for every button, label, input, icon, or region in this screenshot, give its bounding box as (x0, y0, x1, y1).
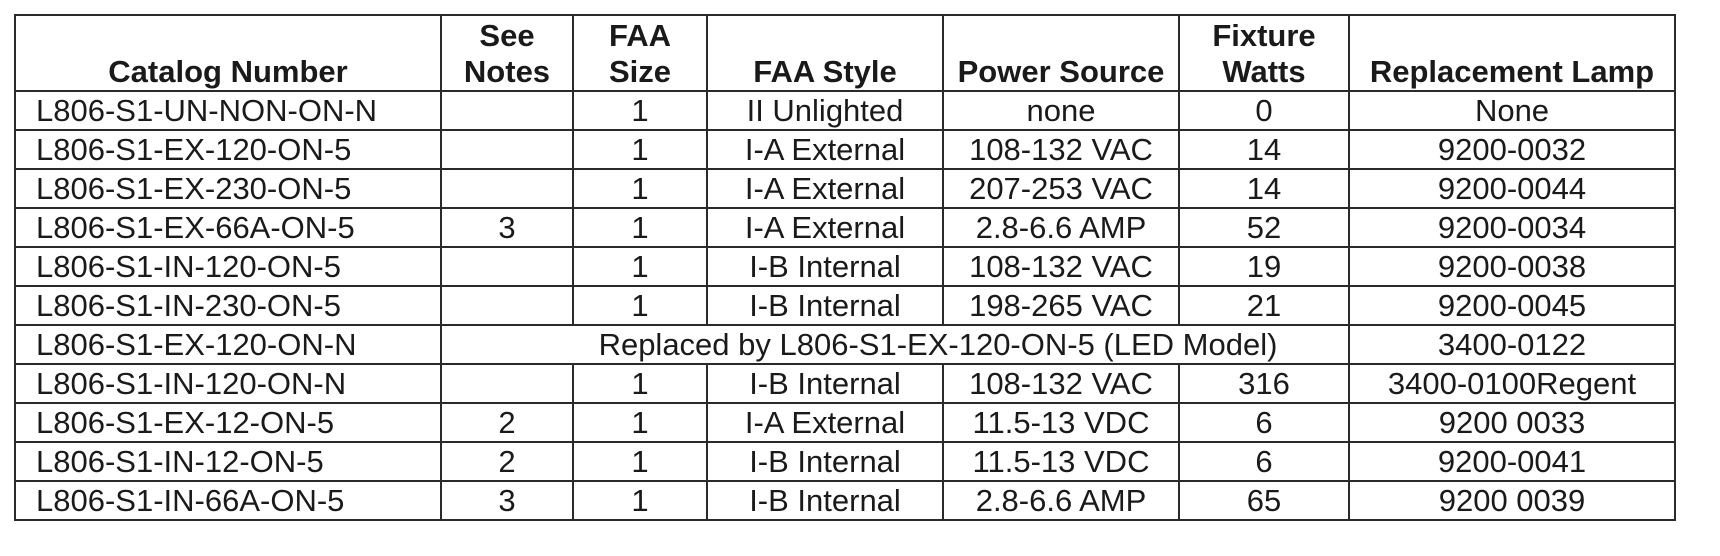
table-row (15, 442, 1675, 481)
size-cell: 1 (573, 481, 707, 520)
watts-cell: 6 (1179, 403, 1349, 442)
style-cell: I-A External (707, 169, 943, 208)
size-cell: 1 (573, 208, 707, 247)
lamp-cell: 9200-0045 (1349, 286, 1675, 325)
catalog-number-cell: L806-S1-UN-NON-ON-N (15, 91, 441, 130)
catalog-number-cell: L806-S1-IN-12-ON-5 (15, 442, 441, 481)
lamp-cell: 3400-0122 (1349, 325, 1675, 364)
power-cell: 2.8-6.6 AMP (943, 481, 1179, 520)
style-cell: I-A External (707, 208, 943, 247)
replacement-note-cell: Replaced by L806-S1-EX-120-ON-5 (LED Model) (441, 325, 1349, 364)
col-header-catalog-number: Catalog Number (15, 15, 441, 91)
table-row (15, 364, 1675, 403)
watts-cell: 19 (1179, 247, 1349, 286)
lamp-cell: 9200-0032 (1349, 130, 1675, 169)
size-cell: 1 (573, 91, 707, 130)
table-row (15, 169, 1675, 208)
power-cell: 11.5-13 VDC (943, 442, 1179, 481)
watts-cell: 14 (1179, 130, 1349, 169)
power-cell: 108-132 VAC (943, 364, 1179, 403)
table-row (15, 130, 1675, 169)
col-header-faa-style: FAA Style (707, 15, 943, 91)
table-row (15, 247, 1675, 286)
notes-cell (441, 286, 573, 325)
style-cell: I-B Internal (707, 247, 943, 286)
col-header-see-notes: See Notes (441, 15, 573, 91)
size-cell: 1 (573, 286, 707, 325)
size-cell: 1 (573, 169, 707, 208)
size-cell: 1 (573, 442, 707, 481)
size-cell: 1 (573, 364, 707, 403)
notes-cell (441, 91, 573, 130)
catalog-number-cell: L806-S1-IN-120-ON-N (15, 364, 441, 403)
style-cell: I-B Internal (707, 442, 943, 481)
table-row (15, 481, 1675, 520)
power-cell: 2.8-6.6 AMP (943, 208, 1179, 247)
lamp-cell: 9200 0033 (1349, 403, 1675, 442)
col-header-power-source: Power Source (943, 15, 1179, 91)
notes-cell: 2 (441, 442, 573, 481)
watts-cell: 52 (1179, 208, 1349, 247)
power-cell: 108-132 VAC (943, 130, 1179, 169)
catalog-number-cell: L806-S1-EX-230-ON-5 (15, 169, 441, 208)
catalog-number-cell: L806-S1-EX-66A-ON-5 (15, 208, 441, 247)
table-row (15, 91, 1675, 130)
table-row-replaced (15, 325, 1675, 364)
watts-cell: 21 (1179, 286, 1349, 325)
style-cell: I-B Internal (707, 481, 943, 520)
catalog-number-cell: L806-S1-EX-120-ON-5 (15, 130, 441, 169)
catalog-number-cell: L806-S1-IN-120-ON-5 (15, 247, 441, 286)
watts-cell: 14 (1179, 169, 1349, 208)
power-cell: 11.5-13 VDC (943, 403, 1179, 442)
lamp-cell: 9200 0039 (1349, 481, 1675, 520)
power-cell: 198-265 VAC (943, 286, 1179, 325)
col-header-fixture-watts: Fixture Watts (1179, 15, 1349, 91)
catalog-number-cell: L806-S1-EX-12-ON-5 (15, 403, 441, 442)
catalog-table (14, 14, 1676, 521)
catalog-number-cell: L806-S1-IN-230-ON-5 (15, 286, 441, 325)
notes-cell (441, 130, 573, 169)
notes-cell (441, 169, 573, 208)
lamp-cell: 9200-0034 (1349, 208, 1675, 247)
style-cell: I-A External (707, 130, 943, 169)
size-cell: 1 (573, 247, 707, 286)
catalog-number-cell: L806-S1-EX-120-ON-N (15, 325, 441, 364)
watts-cell: 0 (1179, 91, 1349, 130)
lamp-cell: 9200-0044 (1349, 169, 1675, 208)
power-cell: 108-132 VAC (943, 247, 1179, 286)
table-row (15, 208, 1675, 247)
watts-cell: 6 (1179, 442, 1349, 481)
notes-cell: 2 (441, 403, 573, 442)
style-cell: I-A External (707, 403, 943, 442)
style-cell: II Unlighted (707, 91, 943, 130)
lamp-cell: 9200-0041 (1349, 442, 1675, 481)
lamp-cell: 3400-0100Regent (1349, 364, 1675, 403)
watts-cell: 65 (1179, 481, 1349, 520)
size-cell: 1 (573, 130, 707, 169)
style-cell: I-B Internal (707, 286, 943, 325)
power-cell: none (943, 91, 1179, 130)
table-row (15, 286, 1675, 325)
power-cell: 207-253 VAC (943, 169, 1179, 208)
watts-cell: 316 (1179, 364, 1349, 403)
catalog-number-cell: L806-S1-IN-66A-ON-5 (15, 481, 441, 520)
notes-cell (441, 247, 573, 286)
col-header-replacement-lamp: Replacement Lamp (1349, 15, 1675, 91)
size-cell: 1 (573, 403, 707, 442)
col-header-faa-size: FAA Size (573, 15, 707, 91)
table-row (15, 403, 1675, 442)
lamp-cell: 9200-0038 (1349, 247, 1675, 286)
notes-cell (441, 364, 573, 403)
header-row (15, 15, 1675, 91)
lamp-cell: None (1349, 91, 1675, 130)
style-cell: I-B Internal (707, 364, 943, 403)
notes-cell: 3 (441, 208, 573, 247)
notes-cell: 3 (441, 481, 573, 520)
